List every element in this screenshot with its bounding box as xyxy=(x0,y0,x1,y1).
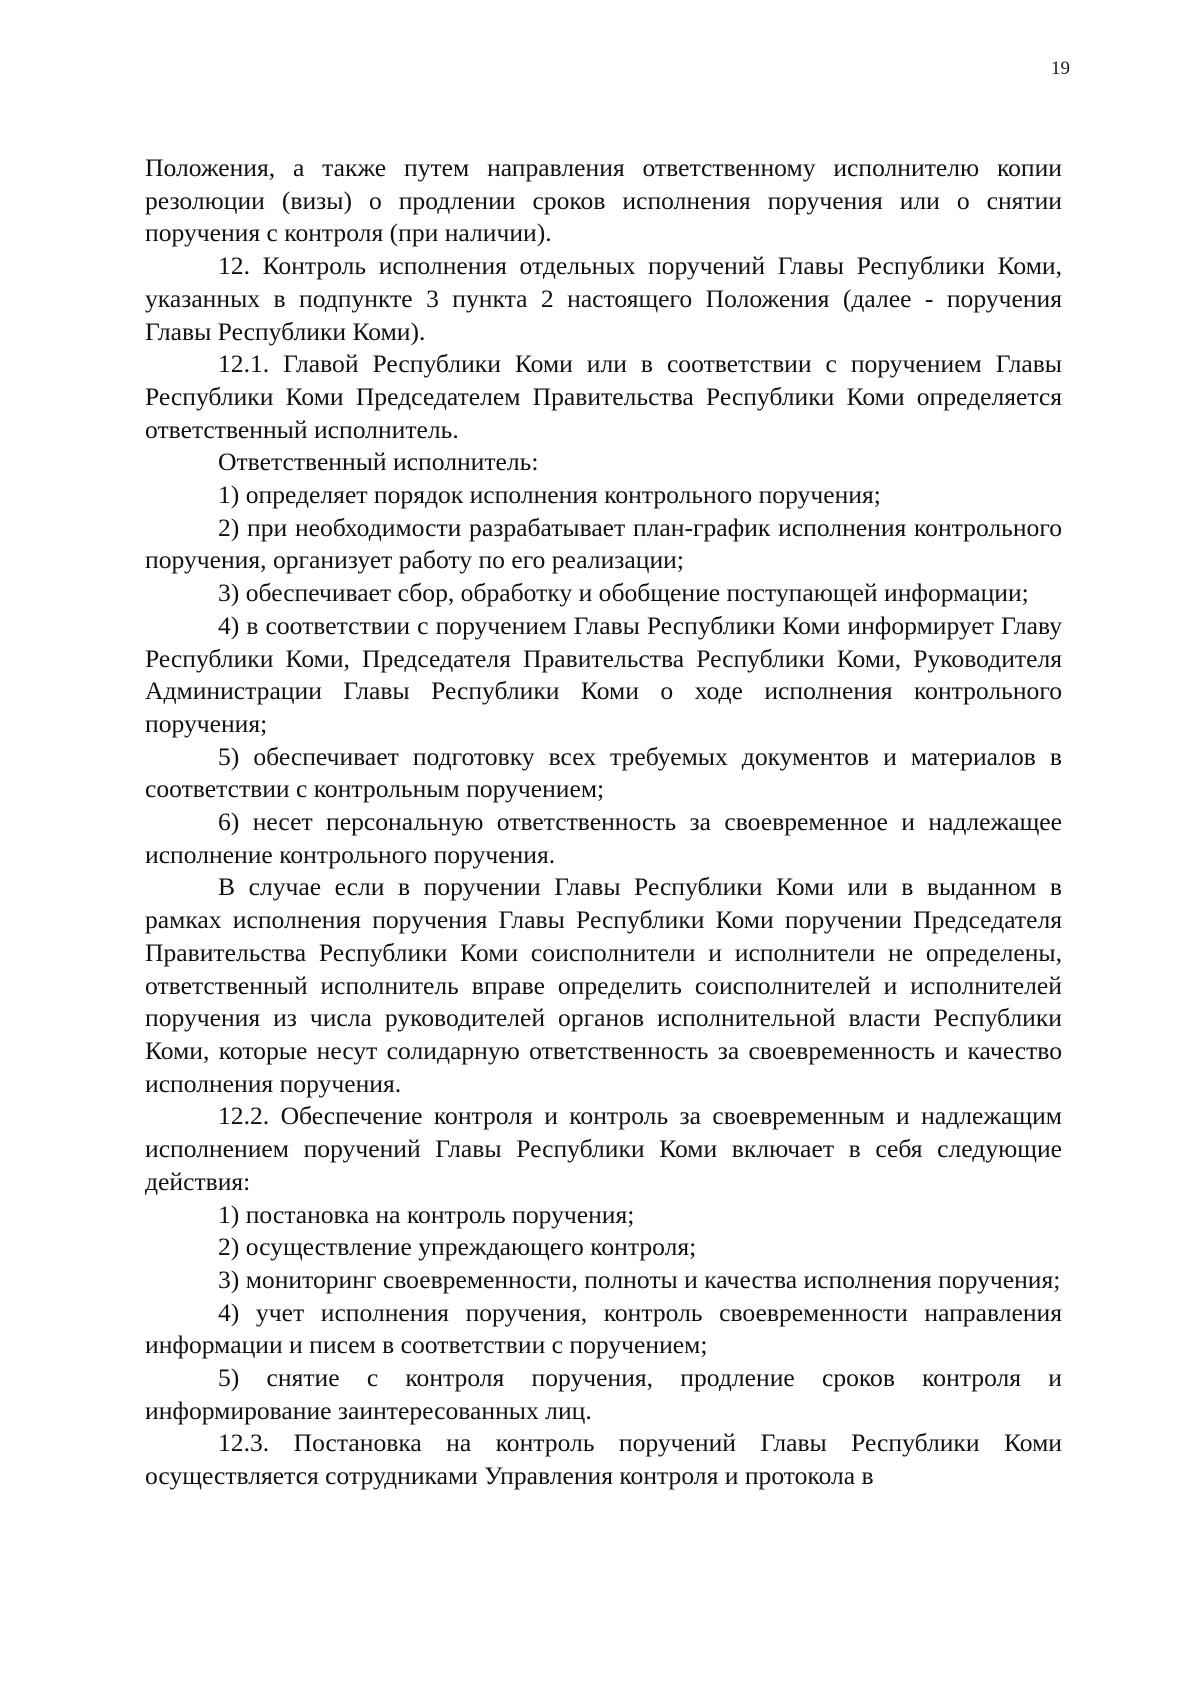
list-item-5: 5) обеспечивает подготовку всех требуемых документов и материалов в соответствии с контрольным поручением; xyxy=(145,741,1062,804)
action-item-3: 3) мониторинг своевременности, полноты и качества исполнения поручения; xyxy=(218,1264,1061,1294)
action-item-5: 5) снятие с контроля поручения, продление сроков контроля и информирование заинтересованных лиц. xyxy=(145,1363,1062,1425)
list-item-3: 3) обеспечивает сбор, обработку и обобщение поступающей информации; xyxy=(218,578,1029,608)
document-body xyxy=(145,152,1062,1493)
paragraph-co-executors: В случае если в поручении Главы Республики Коми или в выданном в рамках исполнения поручения Главы Республики Коми поручении Председателя Правительства Республики Коми соисполнители и исполнители не определены, ответственный исполнитель вправе определить соисполнителей и исполнителей поручения из числа руководителей органов исполнительной власти Республики Коми, которые несут солидарную ответственность за своевременность и качество исполнения поручения. xyxy=(145,872,1062,1098)
paragraph-continuation: Положения, а также путем направления ответственному исполнителю копии резолюции (визы) о продлении сроков исполнения поручения или о снятии поручения с контроля (при наличии). xyxy=(145,153,1062,248)
action-item-4: 4) учет исполнения поручения, контроль своевременности направления информации и писем в соответствии с поручением; xyxy=(145,1297,1062,1360)
list-item-1: 1) определяет порядок исполнения контрольного поручения; xyxy=(218,480,881,510)
paragraph-12-3: 12.3. Постановка на контроль поручений Главы Республики Коми осуществляется сотрудниками Управления контроля и протокола в xyxy=(145,1428,1062,1491)
action-item-1: 1) постановка на контроль поручения; xyxy=(218,1199,635,1229)
paragraph-12-2: 12.2. Обеспечение контроля и контроль за своевременным и надлежащим исполнением поручений Главы Республики Коми включает в себя следующие действия: xyxy=(145,1101,1062,1196)
action-item-2: 2) осуществление упреждающего контроля; xyxy=(218,1232,697,1262)
paragraph-12: 12. Контроль исполнения отдельных поручений Главы Республики Коми, указанных в подпункте 3 пункта 2 настоящего Положения (далее - поручения Главы Республики Коми). xyxy=(145,251,1062,346)
paragraph-responsible-executor-heading: Ответственный исполнитель: xyxy=(218,447,539,477)
page-number: 19 xyxy=(1051,58,1070,79)
list-item-6: 6) несет персональную ответственность за своевременное и надлежащее исполнение контрольного поручения. xyxy=(145,807,1062,869)
list-item-4: 4) в соответствии с поручением Главы Республики Коми информирует Главу Республики Коми, Председателя Правительства Республики Коми, Руководителя Администрации Главы Республики Коми о ходе исполнения контрольного поручения; xyxy=(145,610,1062,738)
paragraph-12-1: 12.1. Главой Республики Коми или в соответствии с поручением Главы Республики Коми Председателем Правительства Республики Коми определяется ответственный исполнитель. xyxy=(145,349,1062,444)
list-item-2: 2) при необходимости разрабатывает план-график исполнения контрольного поручения, организует работу по его реализации; xyxy=(145,512,1062,575)
